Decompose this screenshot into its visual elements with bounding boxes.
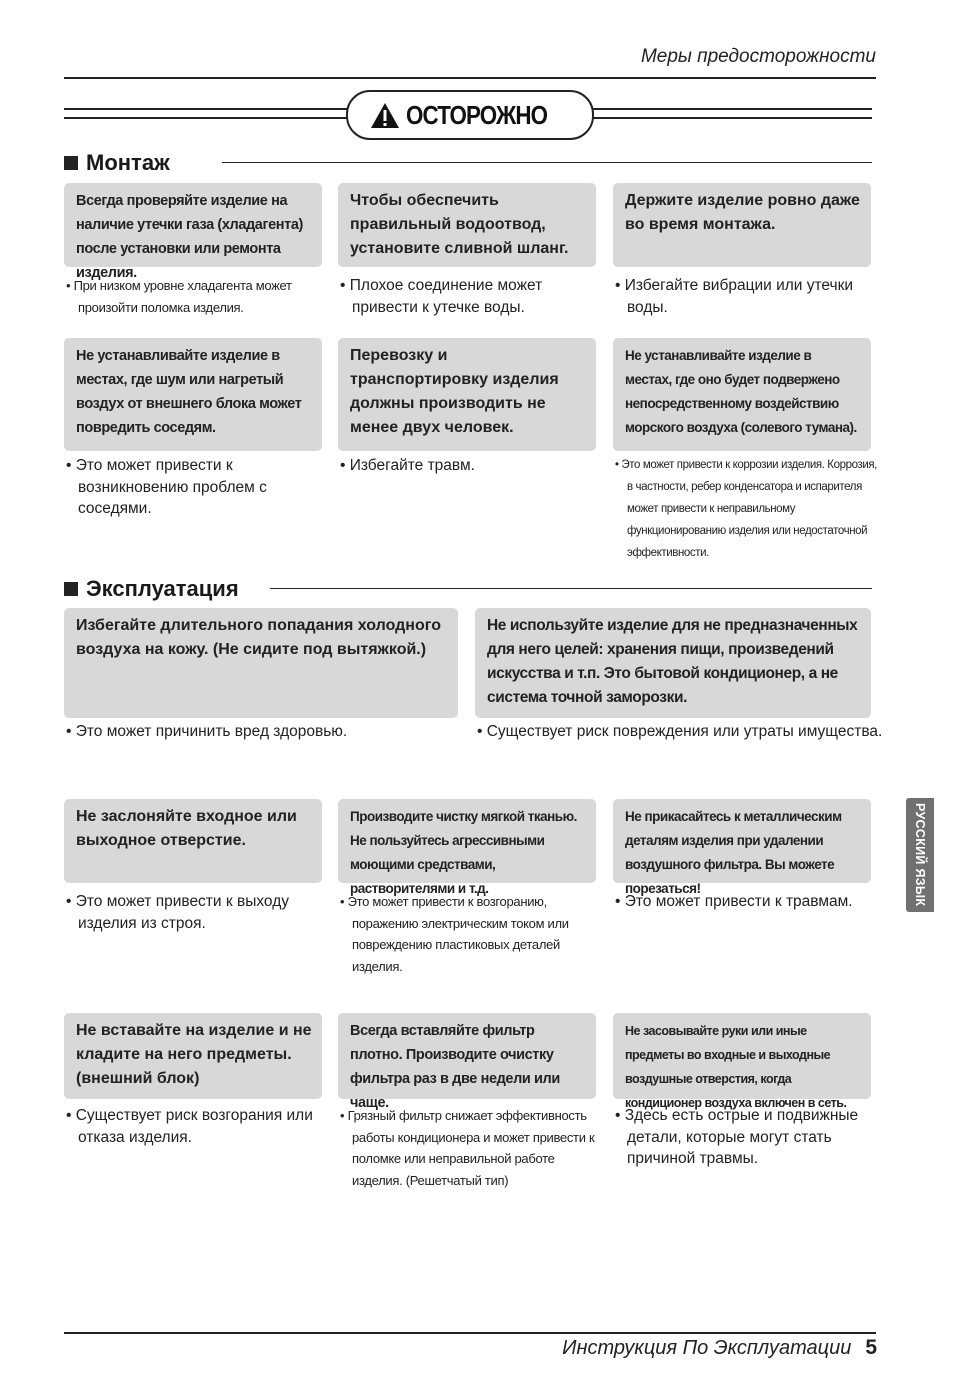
warning-note: • Это может привести к возгоранию, поражению электрическим током или повреждению пластиковых деталей изделия. <box>340 894 569 974</box>
heading-square-icon <box>64 156 78 170</box>
warning-box: Всегда проверяйте изделие на наличие утечки газа (хладагента) после установки или ремонта изделия. <box>64 183 322 267</box>
warning-box: Держите изделие ровно даже во время монтажа. <box>613 183 871 267</box>
warning-box: Не устанавливайте изделие в местах, где оно будет подвержено непосредственному воздействию морского воздуха (солевого тумана). <box>613 338 871 451</box>
warning-note: • Это может привести к возникновению проблем с соседями. <box>66 457 267 517</box>
language-tab-label: РУССКИЙ ЯЗЫК <box>913 803 927 907</box>
warning-box: Избегайте длительного попадания холодного воздуха на кожу. (Не сидите под вытяжкой.) <box>64 608 458 718</box>
footer <box>0 1336 877 1360</box>
warning-note: • Существует риск возгорания или отказа изделия. <box>66 1107 313 1146</box>
heading-square-icon <box>64 582 78 596</box>
warning-note: • Грязный фильтр снижает эффективность работы кондиционера и может привести к поломке или неправильной работе изделия. (Решетчатый тип) <box>340 1108 595 1188</box>
installation-heading <box>64 150 178 176</box>
warning-box: Не прикасайтесь к металлическим деталям изделия при удалении воздушного фильтра. Вы можете порезаться! <box>613 799 871 883</box>
warning-note: • Существует риск повреждения или утраты имущества. <box>477 723 883 740</box>
operation-heading <box>64 576 247 602</box>
warning-note: • Плохое соединение может привести к утечке воды. <box>340 277 543 316</box>
warning-box: Не устанавливайте изделие в местах, где шум или нагретый воздух от внешнего блока может повредить соседям. <box>64 338 322 451</box>
warning-note: • Это может привести к коррозии изделия. Коррозия, в частности, ребер конденсатора и испарителя может привести к неправильному функционированию изделия или недостаточной эффективности. <box>615 459 877 559</box>
running-header: Меры предосторожности <box>640 46 876 67</box>
warning-box: Не вставайте на изделие и не кладите на него предметы. (внешний блок) <box>64 1013 322 1099</box>
warning-note: • Это может привести к выходу изделия из строя. <box>66 893 289 932</box>
warning-note: • Здесь есть острые и подвижные детали, которые могут стать причиной травмы. <box>615 1107 859 1167</box>
warning-box: Не используйте изделие для не предназначенных для него целей: хранения пищи, произведений искусства и т.п. Это бытовой кондиционер, а не система точной заморозки. <box>475 608 871 718</box>
operation-rule <box>270 588 872 589</box>
warning-box: Чтобы обеспечить правильный водоотвод, установите сливной шланг. <box>338 183 596 267</box>
installation-title: Монтаж <box>86 150 170 175</box>
warning-note: • Избегайте травм. <box>340 457 475 474</box>
footer-title: Инструкция По Эксплуатации <box>562 1337 852 1359</box>
warning-note: • Это может привести к травмам. <box>615 893 853 910</box>
warning-note: • Избегайте вибрации или утечки воды. <box>615 277 854 316</box>
warning-note: • При низком уровне хладагента может произойти поломка изделия. <box>66 278 292 315</box>
warning-box: Не заслоняйте входное или выходное отверстие. <box>64 799 322 883</box>
warning-box: Не засовывайте руки или иные предметы во входные и выходные воздушные отверстия, когда кондиционер воздуха включен в сеть. <box>613 1013 871 1099</box>
warning-box: Всегда вставляйте фильтр плотно. Производите очистку фильтра раз в две недели или чаще. <box>338 1013 596 1099</box>
warning-note: • Это может причинить вред здоровью. <box>66 723 348 740</box>
installation-rule <box>222 162 872 163</box>
page-number: 5 <box>865 1336 877 1359</box>
warning-box: Перевозку и транспортировку изделия должны производить не менее двух человек. <box>338 338 596 451</box>
caution-banner <box>346 90 594 140</box>
header-rule <box>64 77 876 79</box>
language-tab <box>906 798 934 912</box>
caution-title: ОСТОРОЖНО <box>405 99 548 130</box>
operation-title: Эксплуатация <box>86 576 239 601</box>
warning-box: Производите чистку мягкой тканью. Не пользуйтесь агрессивными моющими средствами, растворителями и т.д. <box>338 799 596 883</box>
footer-rule <box>64 1332 876 1334</box>
warning-icon <box>370 102 400 129</box>
